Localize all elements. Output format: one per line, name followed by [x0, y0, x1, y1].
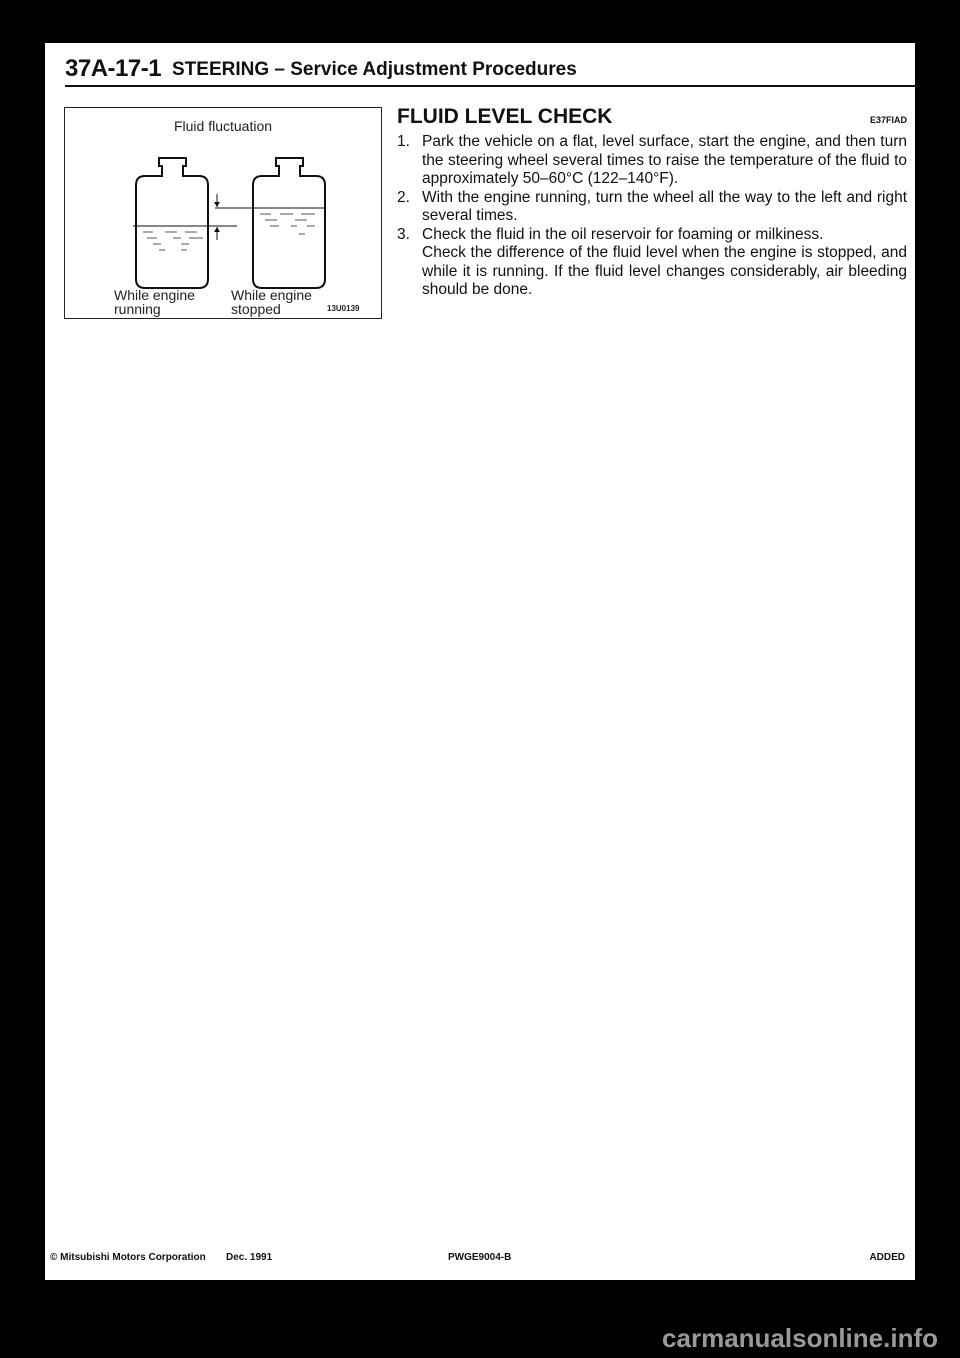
stopped-label: While engine stopped — [231, 287, 312, 317]
fluid-level-check-section — [397, 105, 907, 300]
status: ADDED — [869, 1252, 905, 1263]
reservoir-diagram-icon — [65, 108, 383, 320]
step-2: 2. With the engine running, turn the wheel all the way to the left and right several times. — [397, 188, 907, 224]
steps-list — [397, 133, 907, 300]
section-heading: FLUID LEVEL CHECK E37FIAD — [397, 105, 907, 128]
fluid-fluctuation-figure — [64, 107, 382, 319]
page-header — [65, 55, 920, 87]
date: Dec. 1991 — [226, 1252, 273, 1263]
figure-caption: Fluid fluctuation — [173, 118, 273, 134]
doc-code: PWGE9004-B — [448, 1252, 512, 1263]
figure-code: 13U0139 — [327, 304, 360, 313]
running-label: While engine running — [114, 287, 195, 317]
copyright: © Mitsubishi Motors Corporation — [50, 1252, 206, 1263]
manual-page — [45, 43, 915, 1280]
watermark: carmanualsonline.info — [662, 1323, 938, 1353]
section-code: E37FIAD — [869, 115, 907, 125]
step-1: 1. Park the vehicle on a flat, level surface, start the engine, and then turn the steering wheel several times to raise the temperature of the fluid to approximately 50–60°C (122–140°F). — [397, 133, 907, 187]
section-title: STEERING – Service Adjustment Procedures — [172, 59, 577, 80]
step-3: 3. Check the fluid in the oil reservoir for foaming or milkiness. Check the difference of the fluid level when the engine is stopped, and while it is running. If the fluid level changes considerably, air bleeding should be done. — [397, 225, 907, 298]
page-footer — [45, 1252, 915, 1268]
page-number: 37A-17-1 — [65, 55, 162, 82]
